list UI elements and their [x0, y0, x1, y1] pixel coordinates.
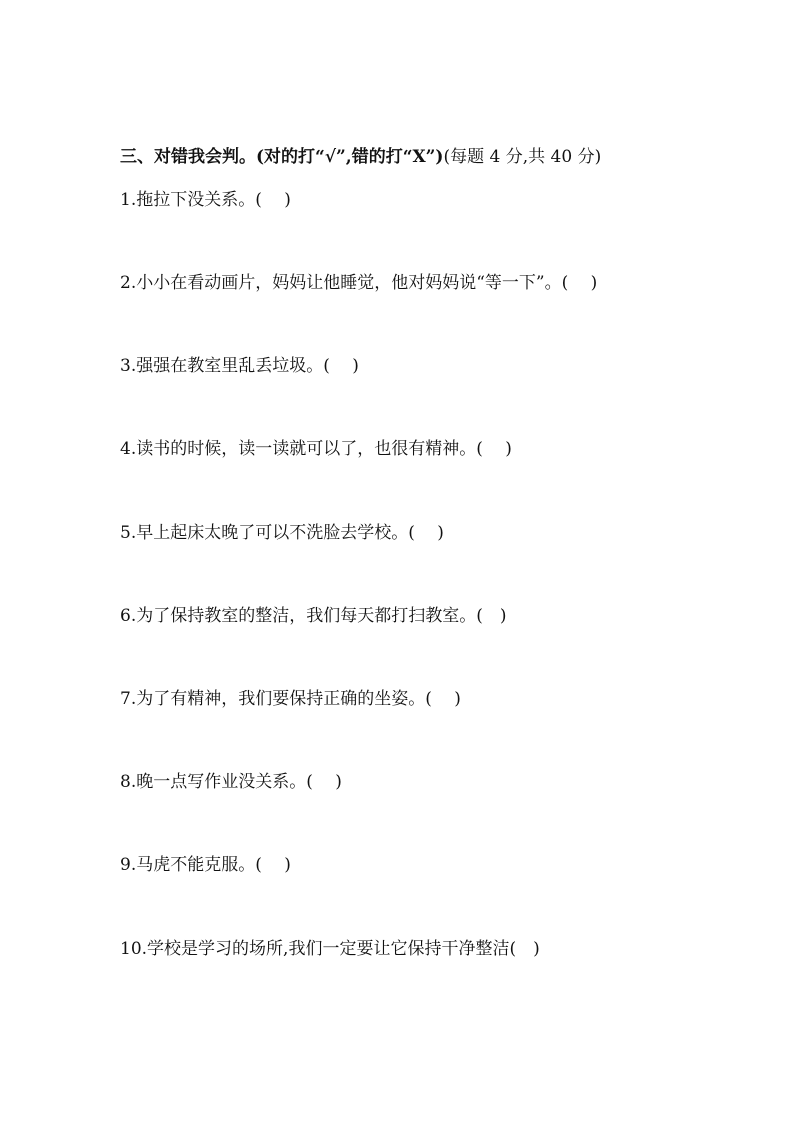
question-item: 7.为了有精神，我们要保持正确的坐姿。( ) [120, 689, 461, 709]
section-heading [120, 145, 601, 169]
section-score-note: (每题 4 分,共 40 分) [443, 147, 602, 167]
question-item: 5.早上起床太晚了可以不洗脸去学校。( ) [120, 523, 444, 543]
question-item: 1.拖拉下没关系。( ) [120, 190, 291, 210]
question-item: 3.强强在教室里乱丢垃圾。( ) [120, 356, 359, 376]
question-item: 8.晚一点写作业没关系。( ) [120, 772, 342, 792]
section-title: 三、对错我会判。(对的打“√”,错的打“X”) [120, 147, 444, 167]
question-item: 9.马虎不能克服。( ) [120, 855, 291, 875]
question-item: 10.学校是学习的场所,我们一定要让它保持干净整洁( ) [120, 939, 540, 959]
question-item: 2.小小在看动画片，妈妈让他睡觉，他对妈妈说“等一下”。( ) [120, 273, 598, 293]
question-item: 6.为了保持教室的整洁，我们每天都打扫教室。( ) [120, 606, 507, 626]
question-item: 4.读书的时候，读一读就可以了，也很有精神。( ) [120, 439, 512, 459]
